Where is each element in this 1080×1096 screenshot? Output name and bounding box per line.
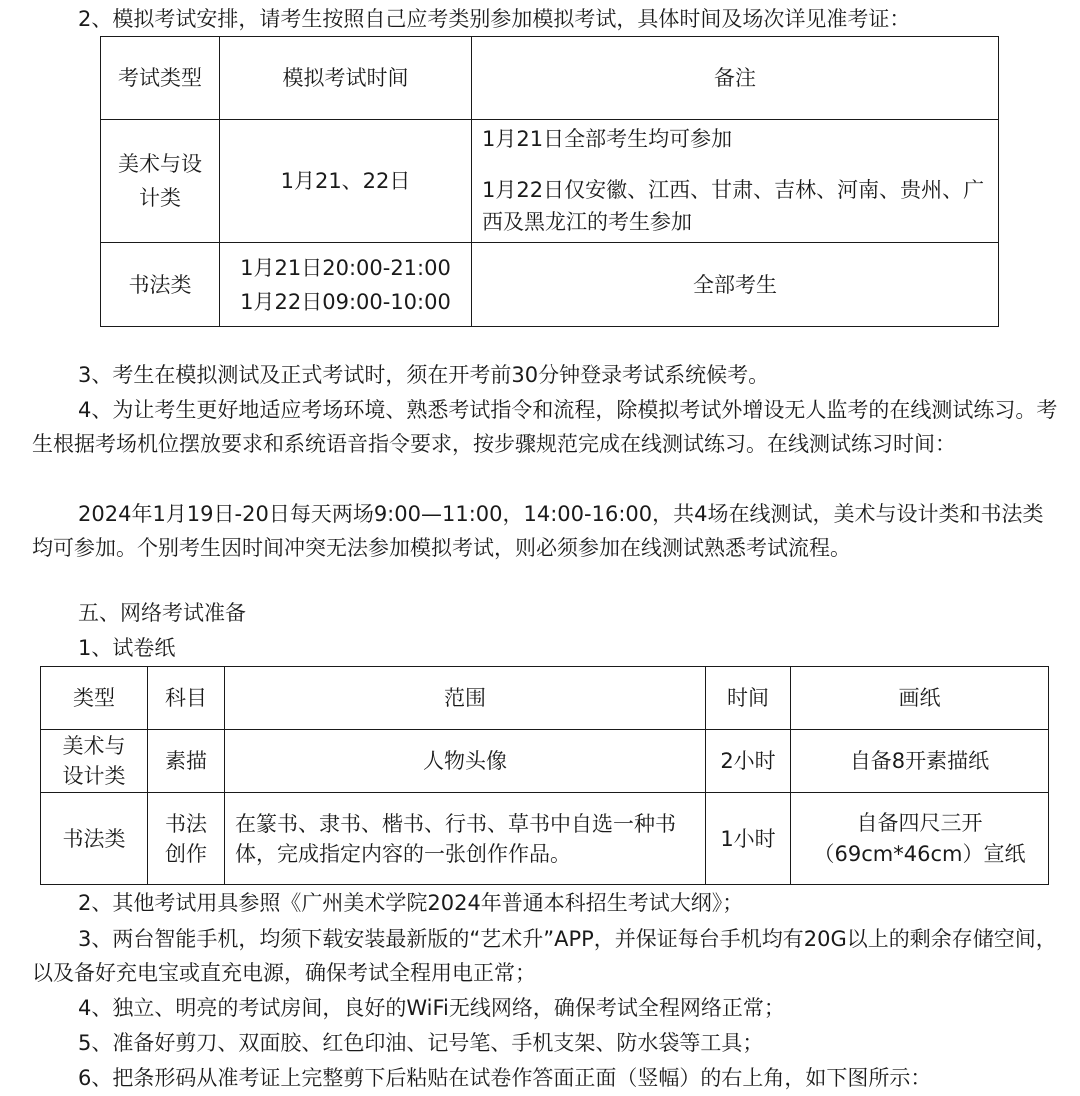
paper-table-row-calligraphy [41, 793, 1049, 885]
mock-note-line-2: 1月22日仅安徽、江西、甘肃、吉林、河南、贵州、广西及黑龙江的考生参加 [482, 178, 985, 234]
paragraph-barcode: 6、把条形码从准考证上完整剪下后粘贴在试卷作答面正面（竖幅）的右上角，如下图所示： [78, 1066, 932, 1090]
paragraph-practice-time: 2024年1月19日-20日每天两场9:00—11:00，14:00-16:00，共4场在线测试，美术与设计类和书法类均可参加。个别考生因时间冲突无法参加模拟考试，则必须参加在线测试熟悉考试流程。 [32, 502, 1044, 560]
paper-row-time: 1小时 [706, 793, 791, 885]
mock-time-line-1: 1月21日20:00-21:00 [240, 255, 451, 280]
mock-time-line-2: 1月22日09:00-10:00 [240, 289, 451, 314]
mock-table-row-art-design [101, 120, 999, 243]
paper-row-subject: 书法创作 [148, 793, 225, 885]
mock-row-type: 书法类 [101, 243, 220, 327]
mock-row-note [472, 120, 999, 243]
paper-header-type: 类型 [41, 667, 148, 730]
paper-header-time: 时间 [706, 667, 791, 730]
paper-header-paper: 画纸 [791, 667, 1049, 730]
paper-table-header-row [41, 667, 1049, 730]
mock-row-note: 全部考生 [472, 243, 999, 327]
paper-row-time: 2小时 [706, 730, 791, 793]
section-heading-five: 五、网络考试准备 [78, 601, 246, 625]
paragraph-room: 4、独立、明亮的考试房间，良好的WiFi无线网络，确保考试全程网络正常； [78, 996, 785, 1020]
paper-row-paper [791, 793, 1049, 885]
mock-header-note: 备注 [472, 37, 999, 120]
mock-row-time [220, 243, 472, 327]
mock-exam-table [100, 36, 999, 327]
mock-header-time: 模拟考试时间 [220, 37, 472, 120]
paragraph-mock-schedule: 2、模拟考试安排，请考生按照自己应考类别参加模拟考试，具体时间及场次详见准考证： [78, 7, 911, 31]
paper-spec-line-2: （69cm*46cm）宣纸 [813, 841, 1026, 866]
mock-header-type: 考试类型 [101, 37, 220, 120]
paper-header-scope: 范围 [225, 667, 706, 730]
paper-row-paper: 自备8开素描纸 [791, 730, 1049, 793]
paragraph-login: 3、考生在模拟测试及正式考试时，须在开考前30分钟登录考试系统候考。 [78, 363, 770, 387]
paper-row-type: 美术与设计类 [41, 730, 148, 793]
paper-spec-line-1: 自备四尺三开 [856, 810, 983, 835]
paragraph-tools: 2、其他考试用具参照《广州美术学院2024年普通本科招生考试大纲》； [78, 891, 744, 915]
paper-row-type: 书法类 [41, 793, 148, 885]
mock-row-type: 美术与设计类 [101, 120, 220, 243]
paper-row-scope: 在篆书、隶书、楷书、行书、草书中自选一种书体，完成指定内容的一张创作作品。 [225, 793, 706, 885]
paragraph-paper: 1、试卷纸 [78, 636, 176, 660]
paper-table [40, 666, 1049, 885]
paper-row-scope: 人物头像 [225, 730, 706, 793]
mock-table-header-row [101, 37, 999, 120]
paper-table-row-art-design [41, 730, 1049, 793]
mock-note-line-1: 1月21日全部考生均可参加 [482, 127, 733, 151]
mock-row-time: 1月21、22日 [220, 120, 472, 243]
paragraph-phones: 3、两台智能手机，均须下载安装最新版的“艺术升”APP，并保证每台手机均有20G以上的剩余存储空间，以及备好充电宝或直充电源，确保考试全程用电正常； [32, 927, 1057, 985]
paper-row-subject: 素描 [148, 730, 225, 793]
paragraph-online-practice: 4、为让考生更好地适应考场环境、熟悉考试指令和流程，除模拟考试外增设无人监考的在线测试练习。考生根据考场机位摆放要求和系统语音指令要求，按步骤规范完成在线测试练习。在线测试练习时间： [32, 398, 1058, 456]
mock-table-row-calligraphy [101, 243, 999, 327]
paragraph-supplies: 5、准备好剪刀、双面胶、红色印油、记号笔、手机支架、防水袋等工具； [78, 1031, 764, 1055]
paper-header-subject: 科目 [148, 667, 225, 730]
